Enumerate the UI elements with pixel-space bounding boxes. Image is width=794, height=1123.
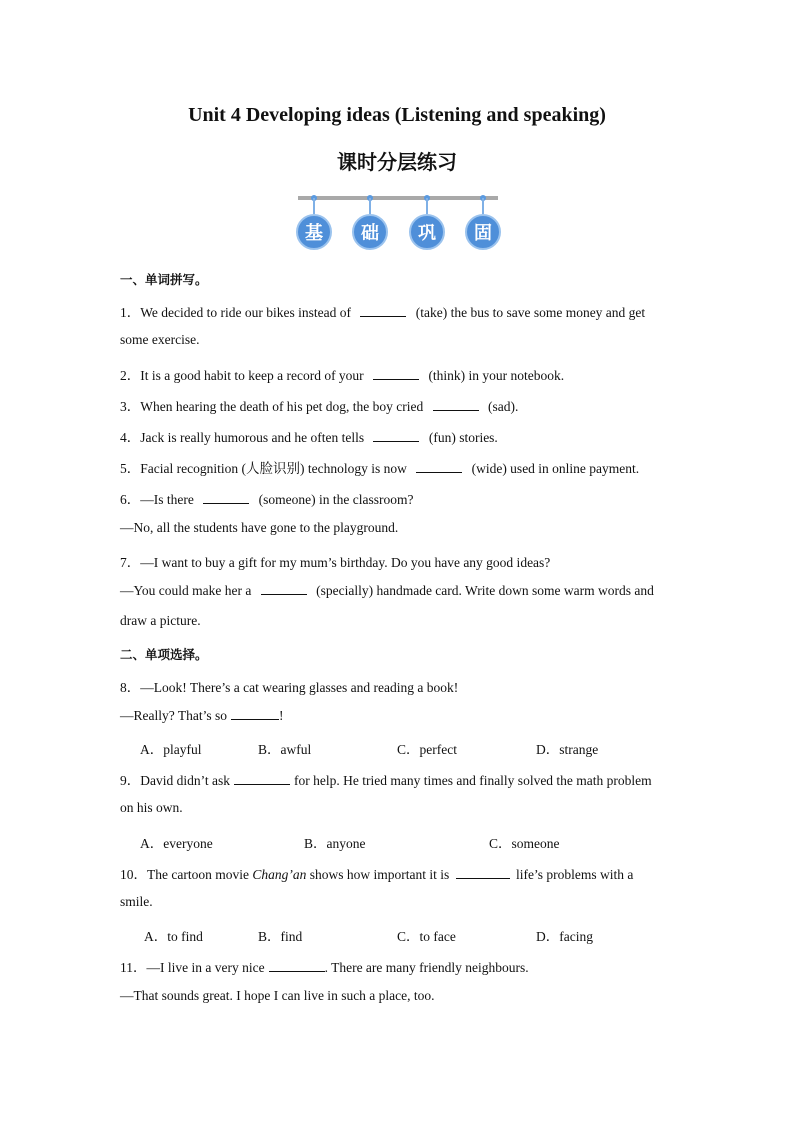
banner-badge: 固 — [465, 214, 501, 250]
option-b[interactable]: B．anyone — [304, 836, 366, 851]
question-text: for help. He tried many times and finally solved the math problem — [294, 773, 652, 788]
banner-badge: 础 — [352, 214, 388, 250]
banner-bar — [298, 196, 498, 200]
question-4 — [120, 426, 498, 446]
banner-badge: 巩 — [409, 214, 445, 250]
banner-stem — [313, 198, 315, 214]
answer-blank[interactable] — [231, 707, 279, 720]
question-1 — [120, 301, 645, 321]
option-d[interactable]: D．facing — [536, 929, 593, 944]
question-text: (fun) stories. — [428, 430, 498, 445]
question-2 — [120, 364, 564, 384]
option-a[interactable]: A．everyone — [140, 836, 213, 851]
page-title: Unit 4 Developing ideas (Listening and speaking) — [188, 104, 606, 126]
section-banner — [296, 194, 500, 252]
answer-blank[interactable] — [433, 398, 479, 411]
question-9 — [120, 769, 652, 789]
page-subtitle: 课时分层练习 — [337, 150, 457, 174]
answer-blank[interactable] — [373, 367, 419, 380]
question-3 — [120, 395, 518, 415]
question-text: . There are many friendly neighbours. — [324, 960, 529, 975]
question-8: 8．—Look! There’s a cat wearing glasses and reading a book! — [120, 680, 459, 695]
question-text: 10．The cartoon movie — [120, 867, 249, 882]
answer-blank[interactable] — [234, 772, 290, 785]
banner-badge: 基 — [296, 214, 332, 250]
question-text: —You could make her a — [120, 583, 252, 598]
question-6 — [120, 488, 413, 508]
question-8-reply — [120, 707, 284, 724]
answer-blank[interactable] — [373, 429, 419, 442]
answer-blank[interactable] — [456, 866, 510, 879]
question-11 — [120, 956, 529, 976]
banner-stem — [482, 198, 484, 214]
question-text: 6．—Is there — [120, 492, 194, 507]
option-a[interactable]: A．to find — [144, 929, 203, 944]
option-d[interactable]: D．strange — [536, 742, 599, 757]
question-1-cont: some exercise. — [120, 332, 200, 347]
answer-blank[interactable] — [269, 959, 325, 972]
option-c[interactable]: C．to face — [397, 929, 456, 944]
answer-blank[interactable] — [416, 460, 462, 473]
banner-stem — [426, 198, 428, 214]
answer-blank[interactable] — [203, 491, 249, 504]
question-text: shows how important it is — [309, 867, 450, 882]
question-text: (think) in your notebook. — [428, 368, 565, 383]
question-text: (specially) handmade card. Write down some warm words and — [316, 583, 654, 598]
question-6-reply: —No, all the students have gone to the playground. — [120, 520, 399, 535]
question-10 — [120, 863, 633, 883]
answer-blank[interactable] — [261, 582, 307, 595]
question-text: ! — [279, 708, 284, 723]
question-text: (wide) used in online payment. — [471, 461, 640, 476]
question-7: 7．—I want to buy a gift for my mum’s birthday. Do you have any good ideas? — [120, 555, 551, 570]
question-text: (take) the bus to save some money and get — [415, 305, 646, 320]
option-b[interactable]: B．awful — [258, 742, 312, 757]
question-text: 1．We decided to ride our bikes instead of — [120, 305, 351, 320]
question-text: 11．—I live in a very nice — [120, 960, 265, 975]
question-9-cont: on his own. — [120, 800, 183, 815]
question-text: 4．Jack is really humorous and he often tells — [120, 430, 365, 445]
question-text: 2．It is a good habit to keep a record of your — [120, 368, 364, 383]
question-text: life’s problems with a — [515, 867, 634, 882]
question-text: (someone) in the classroom? — [258, 492, 414, 507]
option-b[interactable]: B．find — [258, 929, 303, 944]
section-heading: 二、单项选择。 — [120, 647, 208, 662]
question-7-cont: draw a picture. — [120, 613, 201, 628]
option-a[interactable]: A．playful — [140, 742, 202, 757]
question-5 — [120, 457, 639, 477]
movie-title: Chang’an — [252, 867, 307, 882]
question-text: —Really? That’s so — [120, 708, 227, 723]
banner-stem — [369, 198, 371, 214]
section-heading: 一、单词拼写。 — [120, 272, 208, 287]
question-11-reply: —That sounds great. I hope I can live in such a place, too. — [120, 988, 435, 1003]
question-text: 9．David didn’t ask — [120, 773, 230, 788]
question-10-cont: smile. — [120, 894, 153, 909]
option-c[interactable]: C．someone — [489, 836, 560, 851]
question-7-reply — [120, 582, 654, 599]
question-text: (sad). — [488, 399, 519, 414]
question-text: 5．Facial recognition (人脸识别) technology is now — [120, 461, 407, 476]
question-text: 3．When hearing the death of his pet dog, the boy cried — [120, 399, 424, 414]
option-c[interactable]: C．perfect — [397, 742, 457, 757]
answer-blank[interactable] — [360, 304, 406, 317]
